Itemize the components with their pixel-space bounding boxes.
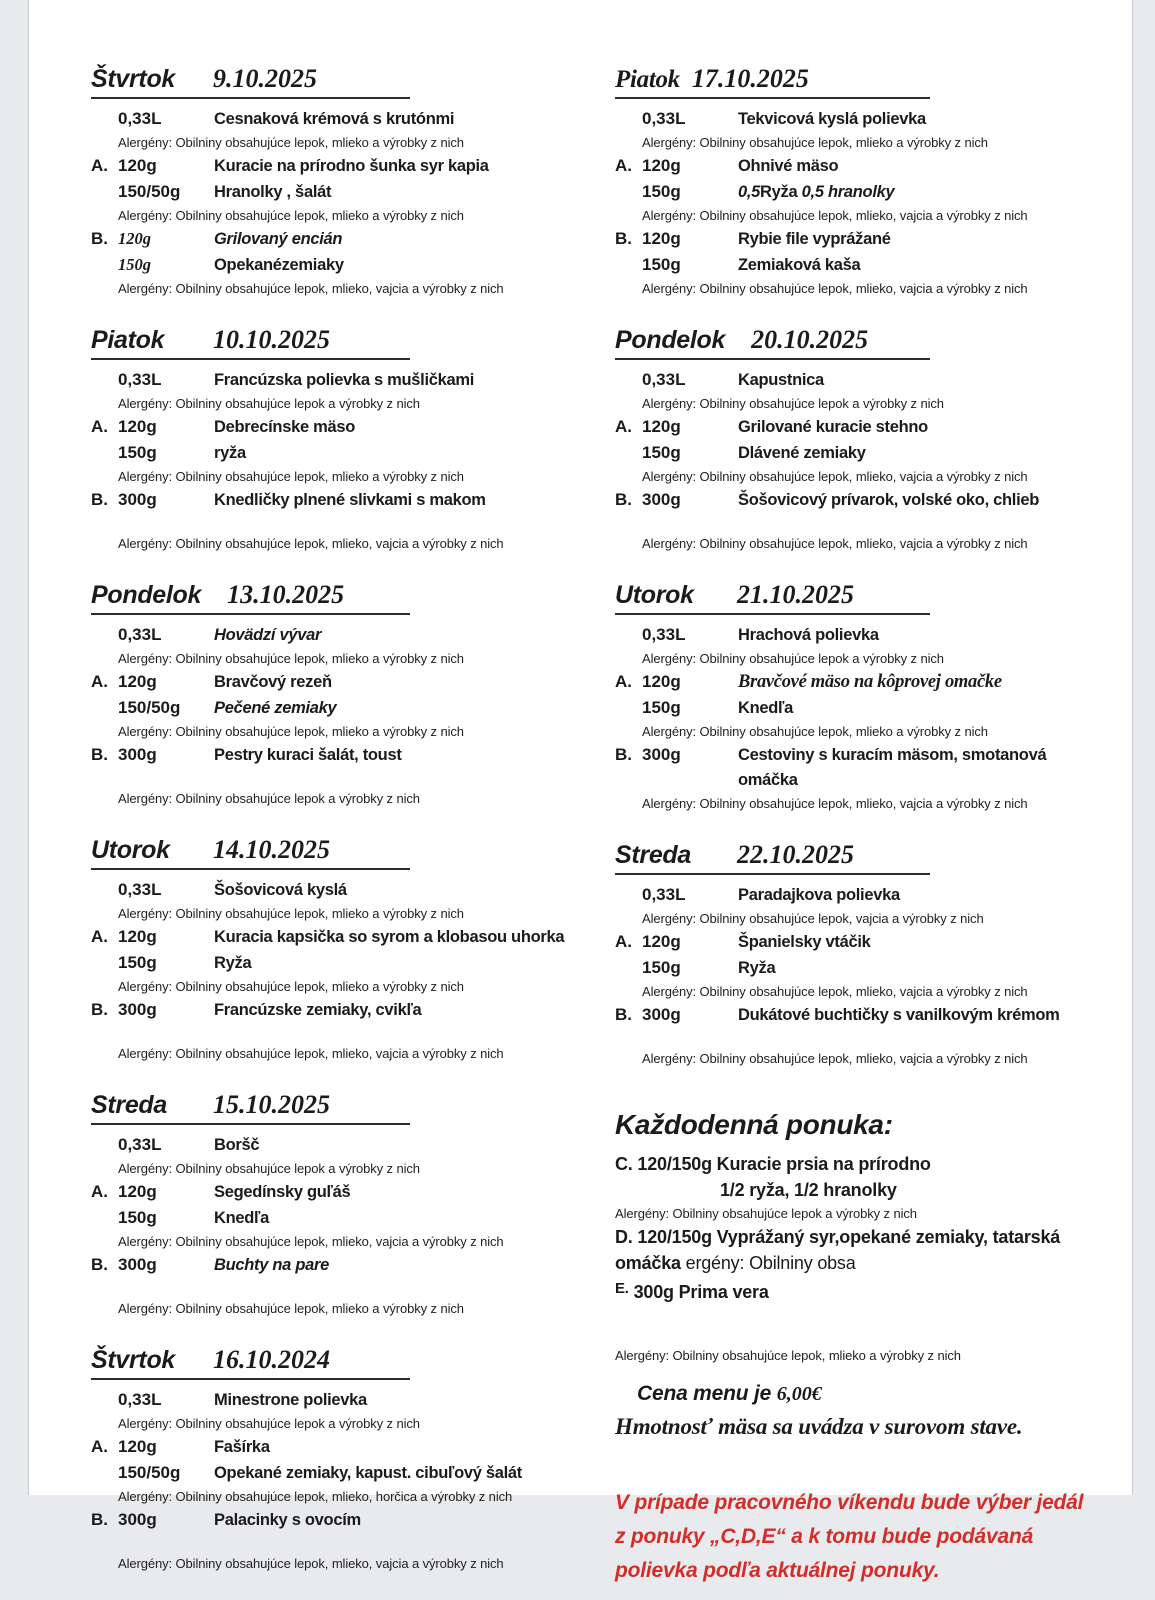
row-spacer [91, 1533, 589, 1553]
item-qty: 150g [642, 255, 681, 274]
day-section [615, 580, 1107, 814]
menu-item-row [615, 929, 1107, 955]
item-letter: B. [91, 1255, 108, 1274]
daily-offer-text: ergény: Obilniny obsa [680, 1253, 856, 1273]
item-name: Debrecínske mäso [214, 418, 356, 436]
allergen-line: Alergény: Obilniny obsahujúce lepok, mlieko a výrobky z nich [118, 651, 464, 666]
item-qty: 150g [118, 255, 151, 274]
item-name: Rybie file vyprážané [738, 230, 891, 248]
item-qty: 300g [642, 745, 681, 764]
item-name: Bravčové mäso na kôprovej omačke [738, 672, 1002, 692]
day-date: 17.10.2025 [691, 64, 809, 93]
day-header [91, 1345, 410, 1380]
item-name: Palacinky s ovocím [214, 1511, 361, 1529]
day-date: 15.10.2025 [213, 1090, 330, 1119]
item-qty: 120g [642, 672, 681, 691]
daily-offer-text: 1/2 ryža, 1/2 hranolky [720, 1180, 897, 1200]
allergen-line: Alergény: Obilniny obsahujúce lepok, mlieko a výrobky z nich [118, 1301, 464, 1316]
item-name: Paradajkova polievka [738, 886, 900, 904]
item-letter: B. [91, 745, 108, 764]
row-spacer [91, 513, 589, 533]
item-qty: 0,33L [118, 370, 162, 389]
menu-item-row [615, 622, 1107, 648]
allergen-line: Alergény: Obilniny obsahujúce lepok, mlieko, vajcia a výrobky z nich [642, 469, 1028, 484]
item-name-part: 0,5 [738, 183, 761, 201]
day-header [615, 580, 930, 615]
item-letter: B. [91, 1510, 108, 1529]
menu-item-row [615, 695, 1107, 721]
daily-offer-line [615, 1250, 1107, 1276]
allergen-line: Alergény: Obilniny obsahujúce lepok a výrobky z nich [642, 651, 944, 666]
menu-item-row [91, 950, 589, 976]
item-name: Hranolky , šalát [214, 183, 332, 201]
item-qty: 300g [118, 745, 157, 764]
allergen-line: Alergény: Obilniny obsahujúce lepok, mlieko, vajcia a výrobky z nich [642, 281, 1028, 296]
menu-item-row [91, 1434, 589, 1460]
day-title: Piatok [91, 326, 165, 354]
item-letter: A. [615, 156, 632, 175]
allergen-line: Alergény: Obilniny obsahujúce lepok, mlieko a výrobky z nich [642, 724, 988, 739]
item-qty: 150/50g [118, 1463, 181, 1482]
day-title: Utorok [91, 836, 170, 864]
allergen-line: Alergény: Obilniny obsahujúce lepok, mlieko, vajcia a výrobky z nich [118, 1556, 504, 1571]
item-name [738, 180, 1107, 205]
menu-item-row [91, 1179, 589, 1205]
menu-item-row [615, 742, 1107, 793]
daily-offer-line [615, 1224, 1107, 1250]
allergen-line: Alergény: Obilniny obsahujúce lepok, mlieko a výrobky z nich [615, 1348, 961, 1363]
daily-offer-text: D. 120/150g Vyprážaný syr,opekané zemiaky, tatarská [615, 1227, 1061, 1247]
item-qty: 0,33L [118, 880, 162, 899]
allergen-line: Alergény: Obilniny obsahujúce lepok, mlieko, vajcia a výrobky z nich [642, 796, 1028, 811]
item-letter: A. [91, 156, 108, 175]
allergen-line: Alergény: Obilniny obsahujúce lepok, mlieko, vajcia a výrobky z nich [118, 1234, 504, 1249]
weekend-note-line: z ponuky „C,D,E“ a k tomu bude podávaná [615, 1525, 1034, 1548]
item-name: Boršč [214, 1136, 260, 1154]
allergen-line: Alergény: Obilniny obsahujúce lepok, vajcia a výrobky z nich [642, 911, 984, 926]
item-name: Knedľa [214, 1209, 269, 1227]
allergen-line: Alergény: Obilniny obsahujúce lepok, mlieko a výrobky z nich [118, 208, 464, 223]
item-qty: 120g [118, 156, 157, 175]
allergen-line: Alergény: Obilniny obsahujúce lepok a výrobky z nich [118, 1161, 420, 1176]
day-section [91, 1090, 589, 1319]
menu-item-row [91, 226, 589, 252]
day-section [91, 1345, 589, 1574]
item-qty: 150g [642, 182, 681, 201]
daily-offer-text: 300g Prima vera [628, 1282, 769, 1302]
menu-item-row [91, 367, 589, 393]
menu-price-line [637, 1382, 1107, 1406]
menu-item-row [91, 1460, 589, 1486]
item-name: Kuracia kapsička so syrom a klobasou uhorka [214, 928, 565, 946]
day-header [615, 840, 930, 875]
item-name: Fašírka [214, 1438, 270, 1456]
allergen-line: Alergény: Obilniny obsahujúce lepok, mlieko, vajcia a výrobky z nich [642, 208, 1028, 223]
menu-item-row [615, 252, 1107, 278]
menu-item-row [91, 669, 589, 695]
item-qty: 300g [118, 1510, 157, 1529]
item-qty: 0,33L [642, 625, 686, 644]
item-letter: A. [615, 672, 632, 691]
row-spacer [615, 1305, 1107, 1325]
item-name-part: 0,5 hranolky [797, 183, 895, 201]
item-name: Francúzska polievka s mušličkami [214, 371, 475, 389]
item-name: Ryža [738, 959, 776, 977]
menu-item-row [615, 1002, 1107, 1028]
item-qty: 120g [118, 672, 157, 691]
item-letter: A. [91, 1437, 108, 1456]
item-qty: 150/50g [118, 182, 181, 201]
item-letter: B. [615, 1005, 632, 1024]
day-section [615, 840, 1107, 1069]
item-qty: 300g [118, 1255, 157, 1274]
day-header [615, 64, 930, 99]
menu-content [29, 0, 1132, 1600]
day-header [91, 580, 410, 615]
item-qty: 120g [642, 156, 681, 175]
menu-item-row [615, 669, 1107, 695]
item-name: Šošovicová kyslá [214, 881, 347, 899]
day-title: Štvrtok [91, 65, 176, 93]
day-date: 21.10.2025 [737, 580, 854, 609]
item-letter: A. [615, 417, 632, 436]
item-letter: A. [91, 417, 108, 436]
row-spacer [615, 513, 1107, 533]
item-qty: 0,33L [118, 1390, 162, 1409]
menu-item-row [91, 179, 589, 205]
weekend-note-line: V prípade pracovného víkendu bude výber jedál [615, 1491, 1084, 1514]
item-name: Knedličky plnené slivkami s makom [214, 491, 486, 509]
item-name: Minestrone polievka [214, 1391, 367, 1409]
day-header [91, 835, 410, 870]
menu-item-row [615, 440, 1107, 466]
day-title: Streda [91, 1091, 168, 1119]
item-qty: 150g [642, 443, 681, 462]
item-name: ryža [214, 444, 246, 462]
menu-item-row [91, 1387, 589, 1413]
item-letter: A. [91, 672, 108, 691]
day-date: 22.10.2025 [737, 840, 854, 869]
day-header [91, 325, 410, 360]
item-qty: 300g [118, 490, 157, 509]
row-spacer [91, 1278, 589, 1298]
day-date: 9.10.2025 [213, 64, 317, 93]
item-name: Opekané zemiaky, kapust. cibuľový šalát [214, 1464, 522, 1482]
item-name: Buchty na pare [214, 1256, 329, 1274]
allergen-line: Alergény: Obilniny obsahujúce lepok, mlieko, horčica a výrobky z nich [118, 1489, 513, 1504]
item-qty: 0,33L [642, 370, 686, 389]
item-letter: B. [91, 229, 108, 248]
item-qty: 150g [642, 958, 681, 977]
raw-weight-note: Hmotnosť mäsa sa uvádza v surovom stave. [615, 1414, 1023, 1439]
allergen-line: Alergény: Obilniny obsahujúce lepok, mlieko a výrobky z nich [118, 135, 464, 150]
day-section [91, 325, 589, 554]
menu-item-row [91, 414, 589, 440]
day-title: Piatok [615, 66, 680, 93]
daily-offer-text: C. 120/150g Kuracie prsia na prírodno [615, 1154, 931, 1174]
daily-offer-text: omáčka [615, 1253, 681, 1273]
day-header [615, 325, 930, 360]
item-qty: 120g [118, 927, 157, 946]
item-letter: B. [91, 1000, 108, 1019]
item-name: Pestry kuraci šalát, toust [214, 746, 402, 764]
day-section [91, 580, 589, 809]
item-letter: A. [91, 927, 108, 946]
item-name: Ohnivé mäso [738, 157, 839, 175]
daily-offer-line [615, 1177, 1107, 1203]
item-qty: 120g [118, 229, 151, 248]
item-letter: B. [615, 490, 632, 509]
day-header [91, 1090, 410, 1125]
item-letter: B. [615, 229, 632, 248]
allergen-line: Alergény: Obilniny obsahujúce lepok, mlieko a výrobky z nich [118, 906, 464, 921]
item-letter: A. [615, 932, 632, 951]
item-name: Kapustnica [738, 371, 824, 389]
allergen-line: Alergény: Obilniny obsahujúce lepok, mlieko, vajcia a výrobky z nich [118, 536, 504, 551]
weekend-note [615, 1486, 1107, 1588]
daily-offer-section [615, 1109, 1107, 1588]
item-qty: 0,33L [642, 885, 686, 904]
menu-item-row [91, 487, 589, 513]
row-spacer [615, 1028, 1107, 1048]
menu-item-row [615, 882, 1107, 908]
item-name: Grilovaný encián [214, 230, 343, 248]
allergen-line: Alergény: Obilniny obsahujúce lepok, mlieko, vajcia a výrobky z nich [642, 1051, 1028, 1066]
day-date: 16.10.2024 [213, 1345, 330, 1374]
item-name: Šošovicový prívarok, volské oko, chlieb [738, 491, 1040, 509]
allergen-line: Alergény: Obilniny obsahujúce lepok, mlieko, vajcia a výrobky z nich [642, 536, 1028, 551]
menu-item-row [91, 877, 589, 903]
menu-item-row [615, 226, 1107, 252]
item-letter: B. [615, 745, 632, 764]
item-qty: 120g [642, 229, 681, 248]
item-name: Segedínsky guľáš [214, 1183, 351, 1201]
item-name: Kuracie na prírodno šunka syr kapia [214, 157, 489, 175]
item-qty: 120g [118, 1182, 157, 1201]
menu-item-row [91, 153, 589, 179]
day-title: Pondelok [91, 581, 202, 609]
item-name: Hrachová polievka [738, 626, 879, 644]
menu-item-row [615, 106, 1107, 132]
day-section [615, 325, 1107, 554]
menu-item-row [615, 487, 1107, 513]
daily-offer-heading: Každodenná ponuka: [615, 1109, 893, 1140]
item-qty: 0,33L [118, 109, 162, 128]
allergen-line: Alergény: Obilniny obsahujúce lepok, mlieko, vajcia a výrobky z nich [118, 1046, 504, 1061]
item-name: Hovädzí vývar [214, 626, 322, 644]
menu-item-row [91, 252, 589, 278]
item-qty: 120g [642, 932, 681, 951]
menu-price-text: Cena menu je [637, 1382, 777, 1405]
item-letter: B. [91, 490, 108, 509]
weekend-note-line: polievka podľa aktuálnej ponuky. [615, 1559, 940, 1582]
item-letter: A. [91, 1182, 108, 1201]
menu-item-row [91, 1205, 589, 1231]
item-name: Tekvicová kyslá polievka [738, 110, 926, 128]
menu-item-row [91, 1252, 589, 1278]
day-section [615, 64, 1107, 299]
menu-item-row [91, 695, 589, 721]
menu-item-row [615, 414, 1107, 440]
item-qty: 0,33L [118, 625, 162, 644]
allergen-line: Alergény: Obilniny obsahujúce lepok, mlieko a výrobky z nich [118, 724, 464, 739]
item-qty: 300g [118, 1000, 157, 1019]
menu-item-row [91, 924, 589, 950]
item-name: Pečené zemiaky [214, 699, 337, 717]
allergen-line: Alergény: Obilniny obsahujúce lepok, mlieko a výrobky z nich [118, 469, 464, 484]
menu-item-row [91, 1132, 589, 1158]
day-section [91, 64, 589, 299]
daily-offer-text: E. [615, 1280, 629, 1297]
item-name-part: Ryža [760, 183, 798, 201]
menu-item-row [91, 1507, 589, 1533]
item-name: Španielsky vtáčik [738, 933, 871, 951]
item-qty: 150g [118, 1208, 157, 1227]
item-name: Grilované kuracie stehno [738, 418, 928, 436]
item-qty: 300g [642, 490, 681, 509]
item-name: Cesnaková krémová s krutónmi [214, 110, 455, 128]
daily-offer-line [615, 1151, 1107, 1177]
day-title: Utorok [615, 581, 694, 609]
day-title: Štvrtok [91, 1346, 176, 1374]
menu-item-row [615, 367, 1107, 393]
allergen-line: Alergény: Obilniny obsahujúce lepok a výrobky z nich [615, 1206, 917, 1221]
menu-item-row [91, 997, 589, 1023]
row-spacer [91, 768, 589, 788]
allergen-line: Alergény: Obilniny obsahujúce lepok, mlieko a výrobky z nich [642, 135, 988, 150]
day-title: Streda [615, 841, 692, 869]
allergen-line: Alergény: Obilniny obsahujúce lepok a výrobky z nich [118, 396, 420, 411]
day-date: 10.10.2025 [213, 325, 330, 354]
day-header [91, 64, 410, 99]
menu-item-row [615, 179, 1107, 205]
item-qty: 150/50g [118, 698, 181, 717]
item-name: Francúzske zemiaky, cvikľa [214, 1001, 422, 1019]
allergen-line: Alergény: Obilniny obsahujúce lepok a výrobky z nich [642, 396, 944, 411]
allergen-line: Alergény: Obilniny obsahujúce lepok, mlieko, vajcia a výrobky z nich [118, 281, 504, 296]
item-qty: 150g [118, 443, 157, 462]
item-name: Cestoviny s kuracím mäsom, smotanová omáčka [738, 746, 1047, 789]
allergen-line: Alergény: Obilniny obsahujúce lepok, mlieko a výrobky z nich [118, 979, 464, 994]
day-title: Pondelok [615, 326, 726, 354]
item-qty: 0,33L [642, 109, 686, 128]
menu-item-row [615, 955, 1107, 981]
day-date: 20.10.2025 [751, 325, 869, 354]
row-spacer [615, 1325, 1107, 1345]
menu-item-row [91, 622, 589, 648]
item-qty: 120g [118, 1437, 157, 1456]
allergen-line: Alergény: Obilniny obsahujúce lepok, mlieko, vajcia a výrobky z nich [642, 984, 1028, 999]
item-qty: 120g [118, 417, 157, 436]
day-date: 14.10.2025 [213, 835, 330, 864]
item-name: Dlávené zemiaky [738, 444, 866, 462]
menu-item-row [615, 153, 1107, 179]
menu-right-column [615, 64, 1107, 1600]
menu-left-column [91, 64, 589, 1600]
item-qty: 0,33L [118, 1135, 162, 1154]
item-qty: 150g [118, 953, 157, 972]
item-name: Ryža [214, 954, 252, 972]
allergen-line: Alergény: Obilniny obsahujúce lepok a výrobky z nich [118, 1416, 420, 1431]
item-qty: 150g [642, 698, 681, 717]
item-name: Opekanézemiaky [214, 256, 344, 274]
allergen-line: Alergény: Obilniny obsahujúce lepok a výrobky z nich [118, 791, 420, 806]
day-date: 13.10.2025 [227, 580, 345, 609]
menu-price-text: 6,00€ [776, 1383, 822, 1405]
item-qty: 120g [642, 417, 681, 436]
row-spacer [91, 1023, 589, 1043]
menu-item-row [91, 742, 589, 768]
menu-item-row [91, 440, 589, 466]
item-qty: 300g [642, 1005, 681, 1024]
day-section [91, 835, 589, 1064]
item-name: Knedľa [738, 699, 793, 717]
item-name: Zemiaková kaša [738, 256, 861, 274]
menu-item-row [91, 106, 589, 132]
item-name: Bravčový rezeň [214, 673, 332, 691]
menu-page-sheet [28, 0, 1133, 1582]
daily-offer-line [615, 1276, 1107, 1305]
item-name: Dukátové buchtičky s vanilkovým krémom [738, 1006, 1060, 1024]
